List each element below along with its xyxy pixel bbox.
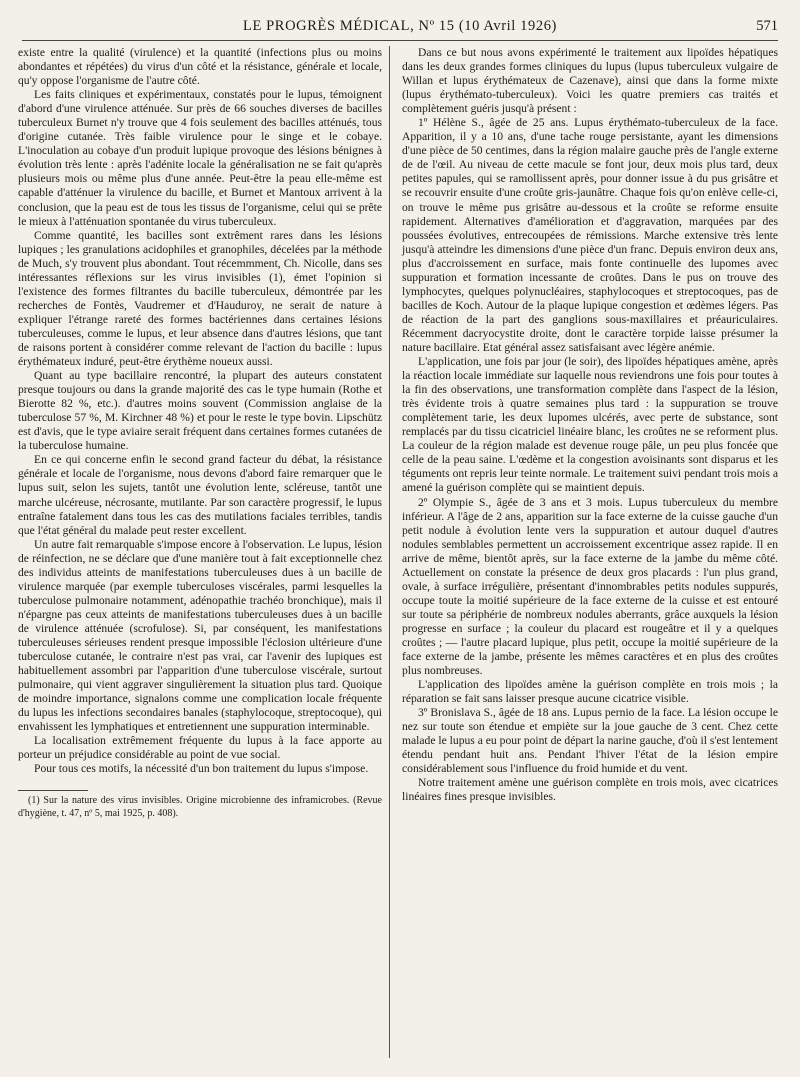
footnote: (1) Sur la nature des virus invisibles. Origine microbienne des inframicrobes. (Revue d'hygiène, t. 47, nº 5, mai 1925, p. 408).	[18, 795, 382, 819]
paragraph: L'application, une fois par jour (le soir), des lipoïdes hépatiques amène, après la réaction locale immédiate sur laquelle nous reviendrons une fois pour toutes à la fin des observations, une transformation complète dans l'aspect de la lésion, très évidente trois à quatre semaines plus tard : la suppuration se trouve complètement tarie, les deux lupomes ulcérés, avec perte de substance, sont remplacés par du tissu cicatriciel linéaire blanc, les croûtes ne se reforment plus. La couleur de la région malade est devenue rouge pâle, un peu plus foncée que celle de la peau saine. L'œdème et la congestion avoisinants sont disparus et les téguments ont repris leur teinte normale. Le traitement suivi pendant trois mois a amené la guérison complète qui se maintient depuis.	[402, 355, 778, 495]
paragraph: Les faits cliniques et expérimentaux, constatés pour le lupus, témoignent d'abord d'une virulence atténuée. Sur près de 66 souches diverses de bacilles tuberculeux Burnet n'y trouve que 4 fois seulement des bacilles atténués, tous d'origine cutanée. Très faible virulence pour le singe et le cobaye. L'inoculation au cobaye d'un produit lupique provoque des lésions bénignes à évolution très lente : après l'adénite locale la généralisation ne se fait qu'après plusieurs mois ou même plus d'une année. Peut-être la peau elle-même est capable d'atténuer la virulence du bacille, et Burnet et Mantoux arrivent à la conclusion, que la peau est de tous les tissus de l'organisme, celui qui se prête le mieux à l'atténuation spontanée du virus tuberculeux.	[18, 88, 382, 228]
paragraph: existe entre la qualité (virulence) et la quantité (infections plus ou moins abondantes et répétées) du virus d'un côté et la résistance, générale et locale, qu'y oppose l'organisme de l'autre côté.	[18, 46, 382, 88]
page-number: 571	[756, 18, 778, 34]
column-divider	[389, 46, 390, 1058]
paragraph: Pour tous ces motifs, la nécessité d'un bon traitement du lupus s'impose.	[34, 762, 369, 776]
left-column	[18, 46, 382, 820]
paragraph: Quant au type bacillaire rencontré, la plupart des auteurs constatent presque toujours ou dans la grande majorité des cas le type humain (Rothe et Bierotte 82 %, etc.). d'autres moins souvent (Commission anglaise de la tuberculose 57 %, M. Kirchner 48 %) et pour le reste le type bovin. Lipschütz est d'avis, que le type aviaire serait fréquent dans certaines formes cutanées de la tuberculose humaine.	[18, 369, 382, 453]
paragraph: Dans ce but nous avons expérimenté le traitement aux lipoïdes hépatiques dans les deux grandes formes cliniques du lupus (lupus tuberculeux vulgaire de Willan et lupus érythémateux de Cazenave), ainsi que dans la forme mixte (lupus érythémato-tuberculeux). Voici les quatre premiers cas traités et complètement guéris jusqu'à présent :	[402, 46, 778, 116]
paragraph: La localisation extrêmement fréquente du lupus à la face apporte au porteur un préjudice considérable au point de vue social.	[18, 734, 382, 762]
paragraph: En ce qui concerne enfin le second grand facteur du débat, la résistance générale et locale de l'organisme, nous devons d'abord faire remarquer que le lupus suit, selon les sujets, tantôt une évolution lente, scléreuse, tantôt une marche ulcéreuse, nécrosante, mutilante. Par son caractère progressif, le lupus entraîne fatalement dans tous les cas des mutilations faciales terribles, tandis que l'état général du malade peut rester excellent.	[18, 453, 382, 537]
running-header	[22, 14, 778, 41]
paragraph: 2º Olympie S., âgée de 3 ans et 3 mois. Lupus tuberculeux du membre inférieur. A l'âge de 2 ans, apparition sur la face externe de la cuisse gauche d'un petit nodule à évolution lente vers la suppuration et autour duquel d'autres nodules semblables permettent un accroissement excentrique assez rapide. Il en arrive de même, bientôt après, sur la face externe de la jambe du même côté. Actuellement on constate la présence de deux gros placards : l'un plus grand, ovale, à surface irrégulière, présentant d'innombrables petits nodules suppurés, occupe toute la moitié supérieure de la face externe de la cuisse et est entouré sur toute sa périphérie de nombreux nodules aberrants, grâce auxquels la lésion progresse en surface ; la couleur du placard est rougeâtre et il y a quelques croûtes ; — l'autre placard lupique, plus petit, occupe la moitié supérieure de la face externe de la jambe, présente les mêmes caractères et en plus des croûtes plus nombreuses.	[402, 495, 778, 678]
footnote-divider	[18, 790, 88, 791]
paragraph: 1º Hélène S., âgée de 25 ans. Lupus érythémato-tuberculeux de la face. Apparition, il y a 10 ans, d'une tache rouge persistante, ayant les dimensions d'une pièce de 50 centimes, dans la région malaire gauche près de l'angle externe de de l'œil. Au niveau de cette macule se font jour, deux mois plus tard, deux petites papules, qui se ramollissent après, pour donner issue à du pus grisâtre et se recouvrir ensuite d'une croûte gris-jaunâtre. Chaque fois qu'on enlève celle-ci, on trouve le même pus grisâtre au-dessous et la croûte se reforme ensuite rapidement. Alternatives d'amélioration et d'aggravation, marquées par des poussées évolutives, entrecoupées de rémissions. Marche extensive très lente jusqu'à atteindre les dimensions d'une pièce d'un franc. Depuis environ deux ans, plus d'accroissement en surface, mais fonte continuelle des lupomes avec suppuration et formation incessante de croûtes. Dans le pus on trouve des lymphocytes, quelques polynucléaires, staphylocoques et streptocoques, pas de bacilles de Koch. Autour de la plaque lupique congestion et œdèmes légers. Pas de réaction de la part des ganglions sous-maxillaires et préauriculaires. Récemment dacryocystite droite, dont le caractère torpide laisse présumer la nature bacillaire. Etat général assez satisfaisant avec légère anémie.	[402, 116, 778, 354]
right-column	[402, 46, 778, 805]
paragraph: Un autre fait remarquable s'impose encore à l'observation. Le lupus, lésion de réinfection, ne se déclare que d'une manière tout à fait exceptionnelle chez des individus atteints de manifestations tuberculeuses dues à un bacille de virulence marquée (par exemple tuberculoses viscérales, parmi lesquelles la tuberculose pulmonaire notamment, adénopathie trachéo bronchique), mais il n'épargne pas ceux atteints de manifestations tuberculeuses dues à un bacille de virulence atténuée (scrofulose). Si, par conséquent, les manifestations tuberculeuses sérieuses rendent presque impossible l'éclosion ultérieure d'une tuberculose cutanée, le contraire n'est pas vrai, car l'avenir des lupiques est habituellement assombri par l'apparition d'une tuberculose viscérale, surtout pulmonaire, qui vient aggraver singulièrement la situation plus tard. Quoique de moindre importance, signalons comme une complication locale fréquente du lupus les infections secondaires banales (staphylocoque, streptocoque), qui envahissent les lymphatiques et entretiennent une suppuration interminable.	[18, 537, 382, 734]
running-title: LE PROGRÈS MÉDICAL, Nº 15 (10 Avril 1926)	[243, 18, 557, 34]
paragraph: Comme quantité, les bacilles sont extrêment rares dans les lésions lupiques ; les granulations acidophiles et granophiles, décelées par la méthode de Much, s'y trouvent plus abondant. Tout récemmment, Ch. Nicolle, dans ses intéressantes réflexions sur les virus invisibles (1), émet l'opinion si l'existence des formes filtrantes du bacille tuberculeux, démontrée par les recherches de Fontès, Vaudremer et d'Hauduroy, ne serait de nature à expliquer l'étrange rareté des formes bactériennes dans certaines lésions tuberculeuses, comme le lupus, et leur absence dans d'autres lésions, que tant de raisons portent à considérer comme relevant de l'action du bacille : lupus érythémateux induré, peut-être érythème noueux aussi.	[18, 228, 382, 369]
paragraph: 3º Bronislava S., âgée de 18 ans. Lupus pernio de la face. La lésion occupe le nez sur toute son étendue et empiète sur la joue gauche de 3 cent. Chez cette malade le lupus a eu pour point de départ la narine gauche, d'où il s'est lentement étendu pendant huit ans. Pendant l'hiver l'état de la lésion empire considérablement sous l'influence du froid humide et du vent.	[402, 706, 778, 776]
paragraph: Notre traitement amène une guérison complète en trois mois, avec cicatrices linéaires fines presque invisibles.	[402, 776, 778, 804]
paragraph: L'application des lipoïdes amène la guérison complète en trois mois ; la réparation se fait sans laisser presque aucune cicatrice visible.	[402, 678, 778, 706]
